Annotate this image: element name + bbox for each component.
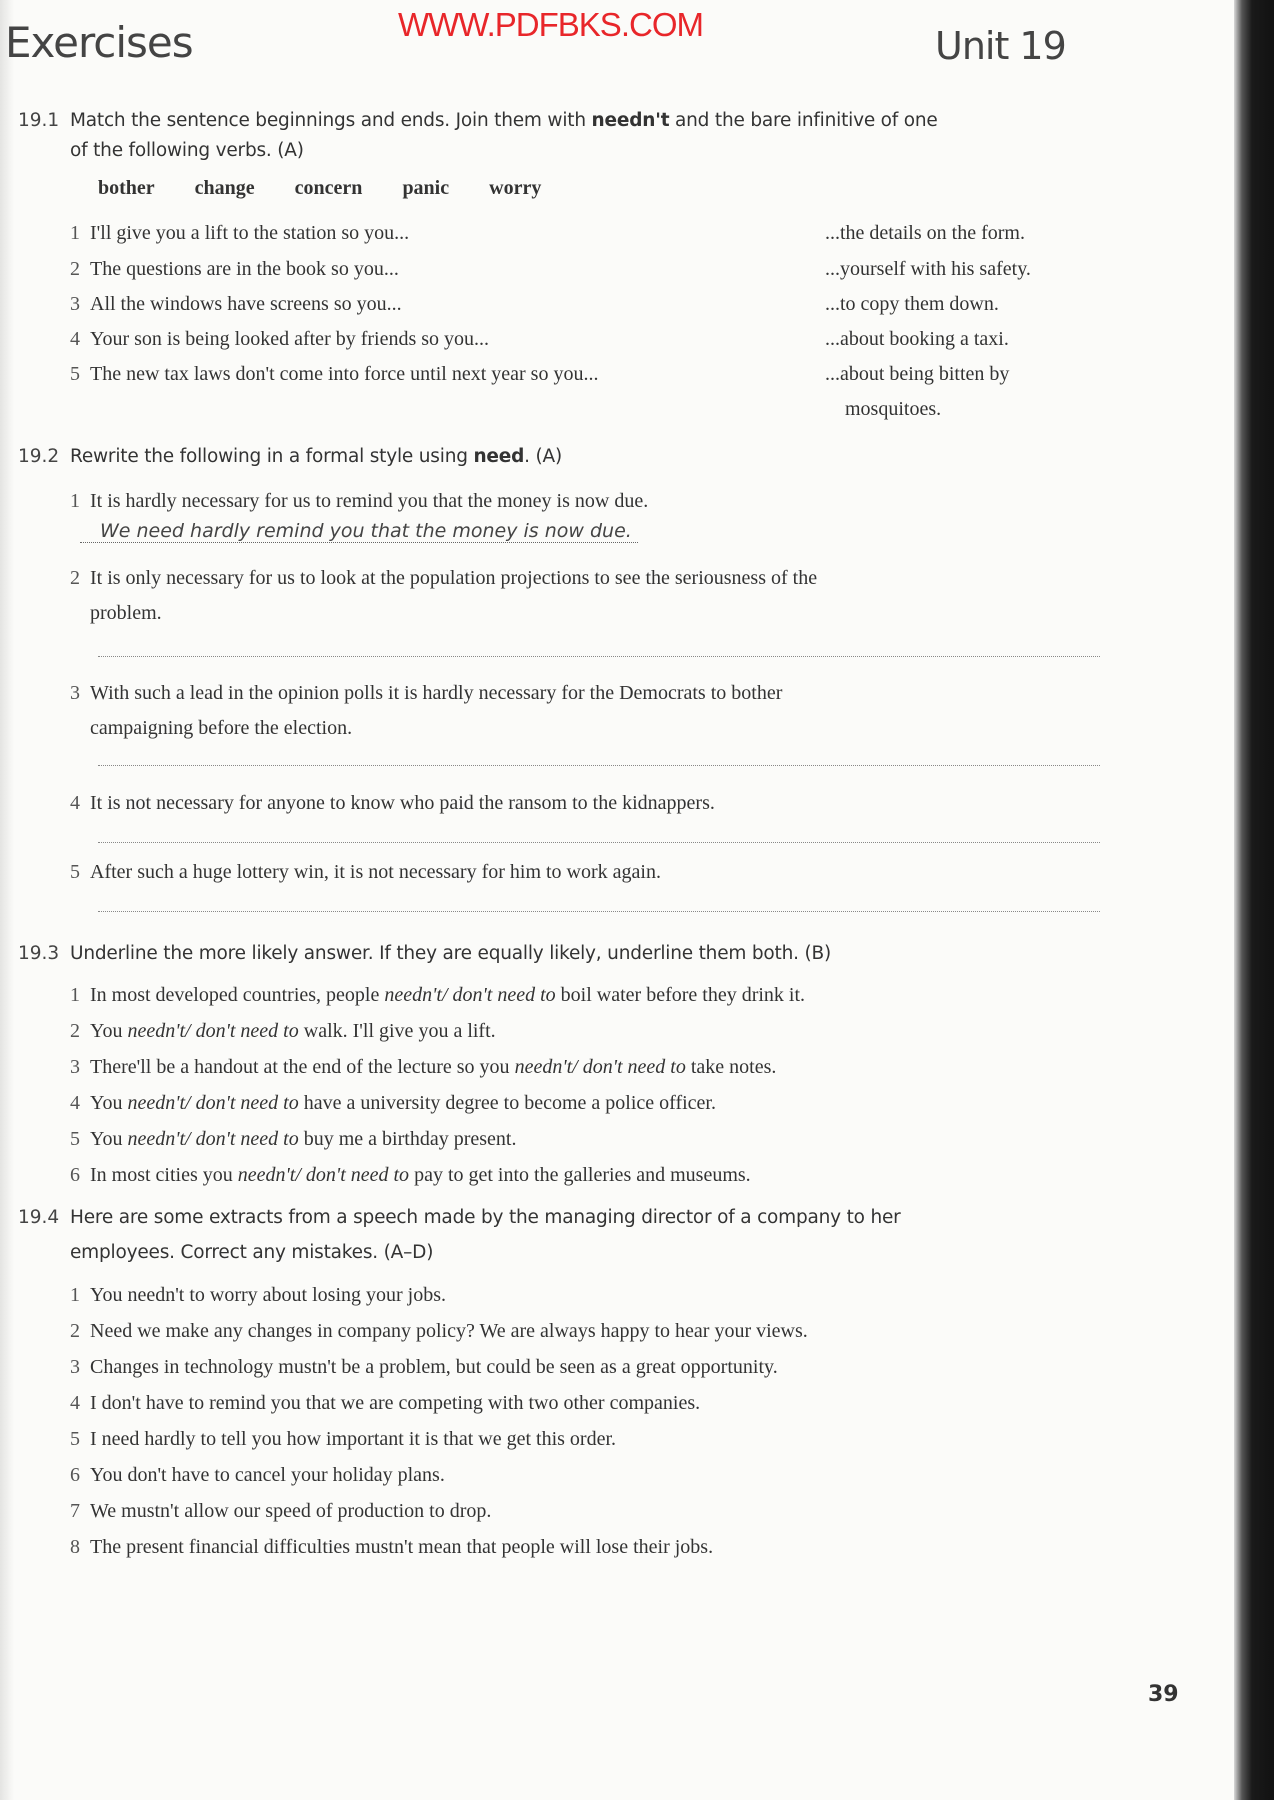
item-number: 5: [70, 1128, 80, 1150]
answer-line[interactable]: [98, 842, 1100, 843]
answer-choice[interactable]: needn't/ don't need to: [384, 984, 556, 1006]
list-item: I'll give you a lift to the station so you...: [90, 222, 410, 244]
item-number: 6: [70, 1164, 80, 1186]
page-title: Exercises: [5, 18, 193, 67]
item-number: 2: [70, 258, 80, 280]
list-item: ...yourself with his safety.: [825, 258, 1031, 280]
list-item: The new tax laws don't come into force until next year so you...: [90, 363, 599, 385]
list-item: ...to copy them down.: [825, 293, 999, 315]
list-item: You needn't/ don't need to walk. I'll give you a lift.: [90, 1020, 496, 1042]
page-number: 39: [1148, 1682, 1179, 1707]
answer-choice[interactable]: needn't/ don't need to: [237, 1164, 410, 1186]
item-number: 4: [70, 1092, 80, 1114]
list-item: Need we make any changes in company policy? We are always happy to hear your views.: [90, 1320, 808, 1342]
exercise-number: 19.2: [18, 446, 60, 467]
list-item: There'll be a handout at the end of the lecture so you needn't/ don't need to take notes.: [90, 1056, 777, 1078]
item-number: 8: [70, 1536, 80, 1558]
list-item: ...about booking a taxi.: [825, 328, 1009, 350]
list-item: In most developed countries, people needn't/ don't need to boil water before they drink it.: [90, 984, 806, 1006]
exercise-instruction: Underline the more likely answer. If they are equally likely, underline them both. (B): [70, 943, 832, 964]
item-number: 7: [70, 1500, 80, 1522]
item-number: 3: [70, 1056, 80, 1078]
item-number: 4: [70, 328, 80, 350]
item-number: 5: [70, 861, 80, 883]
exercise-number: 19.3: [18, 943, 60, 964]
answer-choice[interactable]: needn't/ don't need to: [127, 1128, 299, 1150]
list-item: ...about being bitten by: [825, 363, 1010, 385]
exercise-instruction: employees. Correct any mistakes. (A–D): [70, 1242, 434, 1263]
list-item: mosquitoes.: [845, 398, 942, 420]
item-number: 3: [70, 293, 80, 315]
list-item: I need hardly to tell you how important it is that we get this order.: [90, 1428, 617, 1450]
list-item: Changes in technology mustn't be a problem, but could be seen as a great opportunity.: [90, 1356, 778, 1378]
item-number: 5: [70, 363, 80, 385]
answer-line[interactable]: [98, 765, 1100, 766]
list-item: In most cities you needn't/ don't need to pay to get into the galleries and museums.: [90, 1164, 751, 1186]
list-item: You needn't/ don't need to buy me a birthday present.: [90, 1128, 517, 1150]
list-item: After such a huge lottery win, it is not necessary for him to work again.: [90, 861, 661, 883]
list-item: All the windows have screens so you...: [90, 293, 402, 315]
exercise-instruction: Here are some extracts from a speech made by the managing director of a company to her: [70, 1207, 901, 1228]
list-item: problem.: [90, 602, 162, 624]
exercise-number: 19.1: [18, 110, 60, 131]
list-item: You needn't to worry about losing your jobs.: [90, 1284, 447, 1306]
list-item: Your son is being looked after by friends so you...: [90, 328, 490, 350]
exercise-instruction: of the following verbs. (A): [70, 140, 304, 161]
list-item: With such a lead in the opinion polls it is hardly necessary for the Democrats to bother: [90, 682, 783, 704]
item-number: 3: [70, 1356, 80, 1378]
item-number: 2: [70, 1020, 80, 1042]
list-item: campaigning before the election.: [90, 717, 353, 739]
item-number: 1: [70, 1284, 80, 1306]
answer-choice[interactable]: needn't/ don't need to: [127, 1092, 299, 1114]
answer-choice[interactable]: needn't/ don't need to: [127, 1020, 299, 1042]
item-number: 4: [70, 792, 80, 814]
list-item: It is not necessary for anyone to know who paid the ransom to the kidnappers.: [90, 792, 715, 814]
list-item: I don't have to remind you that we are competing with two other companies.: [90, 1392, 701, 1414]
item-number: 2: [70, 567, 80, 589]
answer-line[interactable]: [98, 656, 1100, 657]
unit-label: Unit 19: [935, 24, 1066, 68]
answer-choice[interactable]: needn't/ don't need to: [514, 1056, 686, 1078]
list-item: You don't have to cancel your holiday plans.: [90, 1464, 445, 1486]
verb-list: bother change concern panic worry: [98, 177, 542, 199]
answer-line[interactable]: [98, 911, 1100, 912]
item-number: 4: [70, 1392, 80, 1414]
item-number: 2: [70, 1320, 80, 1342]
list-item: You needn't/ don't need to have a university degree to become a police officer.: [90, 1092, 716, 1114]
exercise-instruction: Match the sentence beginnings and ends. Join them with needn't and the bare infinitive of one: [70, 110, 938, 131]
list-item: The questions are in the book so you...: [90, 258, 399, 280]
page-shadow-left: [0, 0, 14, 1800]
list-item: The present financial difficulties mustn't mean that people will lose their jobs.: [90, 1536, 714, 1558]
list-item: We mustn't allow our speed of production to drop.: [90, 1500, 492, 1522]
exercise-instruction: Rewrite the following in a formal style using need. (A): [70, 446, 563, 467]
handwritten-answer[interactable]: We need hardly remind you that the money is now due.: [80, 520, 638, 543]
item-number: 1: [70, 222, 80, 244]
watermark: WWW.PDFBKS.COM: [398, 6, 703, 43]
item-number: 5: [70, 1428, 80, 1450]
page-binding-edge: [1234, 0, 1274, 1800]
list-item: ...the details on the form.: [825, 222, 1025, 244]
list-item: It is only necessary for us to look at the population projections to see the seriousness of the: [90, 567, 818, 589]
item-number: 1: [70, 984, 80, 1006]
item-number: 6: [70, 1464, 80, 1486]
exercise-number: 19.4: [18, 1207, 60, 1228]
item-number: 1: [70, 490, 80, 512]
list-item: It is hardly necessary for us to remind you that the money is now due.: [90, 490, 649, 512]
item-number: 3: [70, 682, 80, 704]
